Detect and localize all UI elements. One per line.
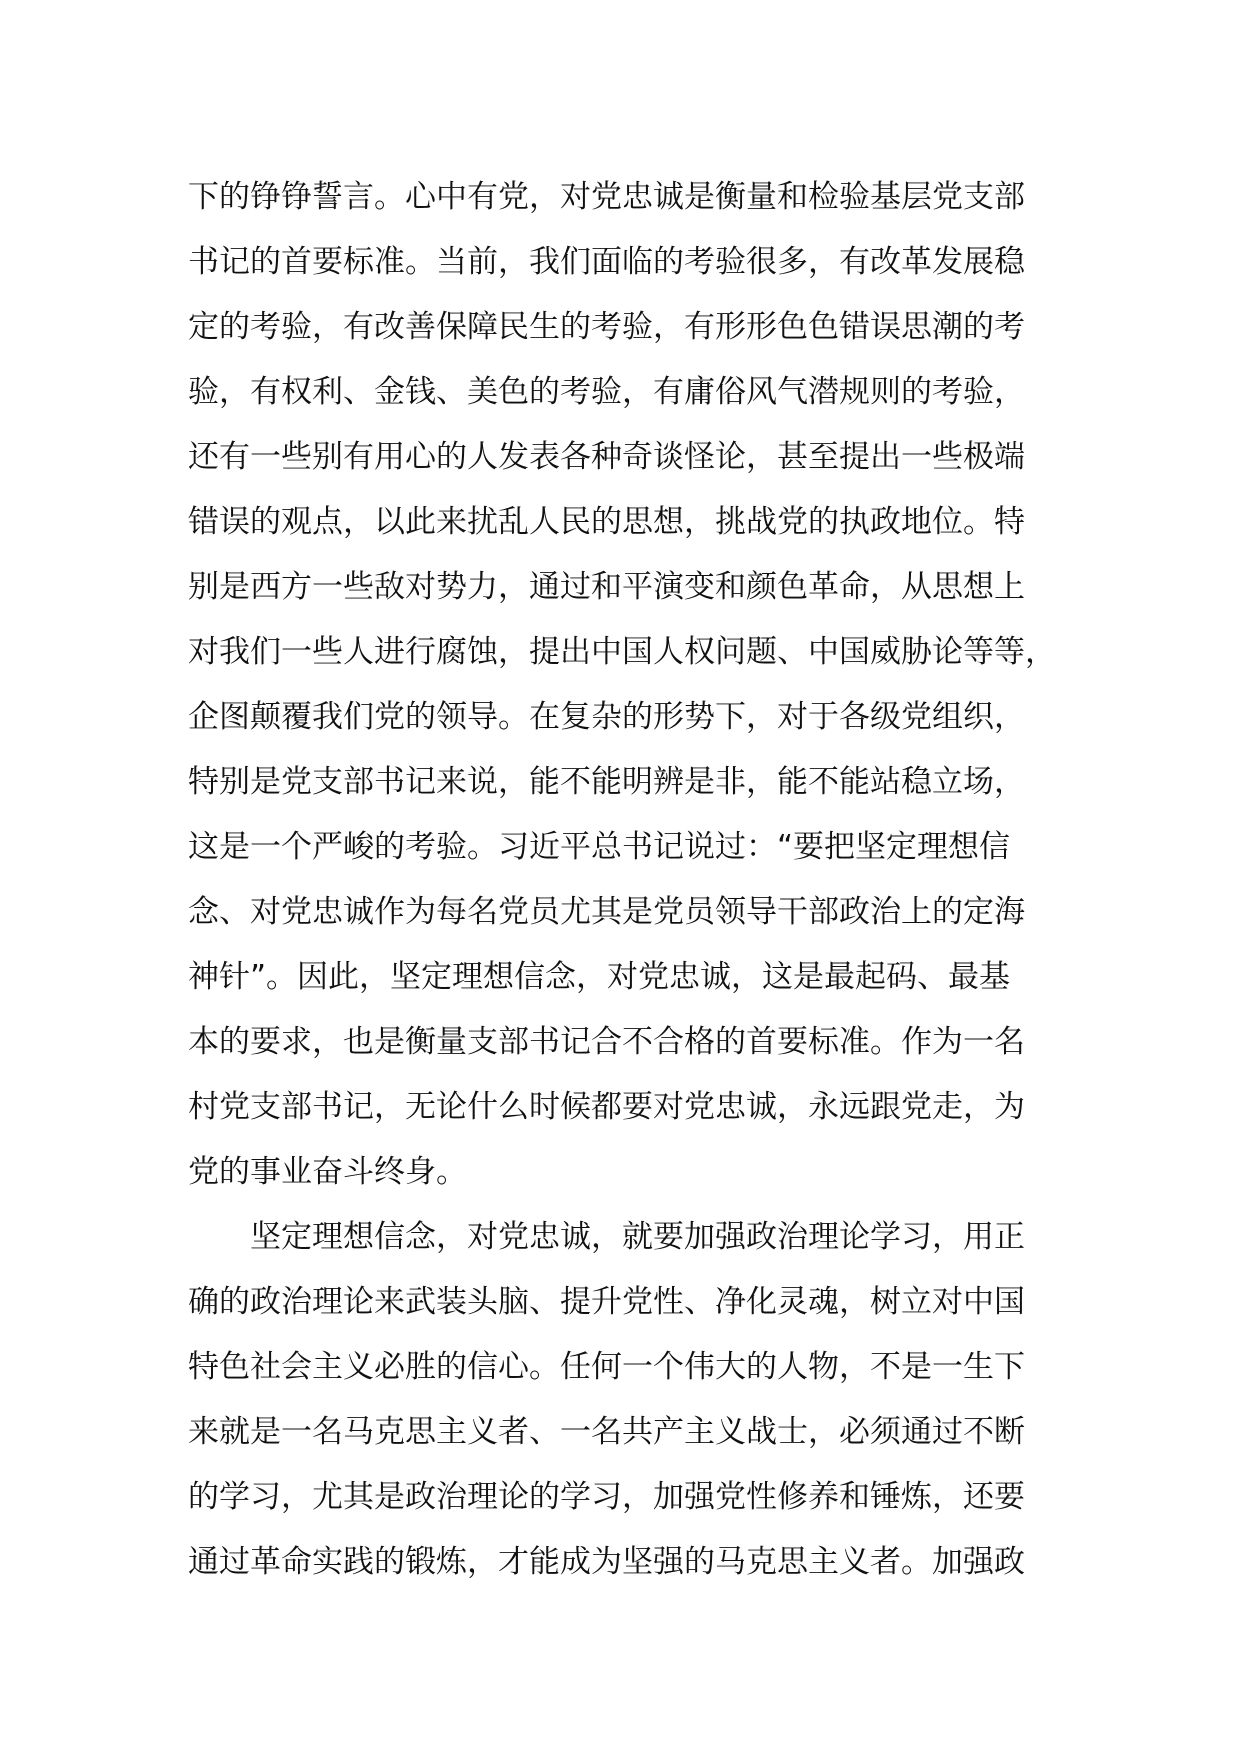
text-line: 书记的首要标准。当前，我们面临的考验很多，有改革发展稳 (188, 244, 1025, 280)
text-line: 别是西方一些敌对势力，通过和平演变和颜色革命，从思想上 (188, 569, 1025, 605)
text-line: 本的要求，也是衡量支部书记合不合格的首要标准。作为一名 (188, 1024, 1025, 1060)
text-line: 这是一个严峻的考验。习近平总书记说过：“要把坚定理想信 (188, 829, 1011, 865)
text-line: 特别是党支部书记来说，能不能明辨是非，能不能站稳立场， (188, 764, 1025, 800)
text-line: 对我们一些人进行腐蚀，提出中国人权问题、中国威胁论等等， (188, 634, 1056, 670)
text-line: 还有一些别有用心的人发表各种奇谈怪论，甚至提出一些极端 (188, 439, 1025, 475)
text-line: 确的政治理论来武装头脑、提升党性、净化灵魂，树立对中国 (188, 1284, 1025, 1320)
text-line: 来就是一名马克思主义者、一名共产主义战士，必须通过不断 (188, 1414, 1025, 1450)
text-line: 验，有权利、金钱、美色的考验，有庸俗风气潜规则的考验， (188, 374, 1025, 410)
text-line: 神针”。因此，坚定理想信念，对党忠诚，这是最起码、最基 (188, 959, 1011, 995)
text-line-paragraph-start: 坚定理想信念，对党忠诚，就要加强政治理论学习，用正 (250, 1219, 1025, 1255)
text-line: 下的铮铮誓言。心中有党，对党忠诚是衡量和检验基层党支部 (188, 179, 1025, 215)
text-line: 错误的观点，以此来扰乱人民的思想，挑战党的执政地位。特 (188, 504, 1025, 540)
text-line: 的学习，尤其是政治理论的学习，加强党性修养和锤炼，还要 (188, 1479, 1025, 1515)
text-line: 定的考验，有改善保障民生的考验，有形形色色错误思潮的考 (188, 309, 1025, 345)
text-line: 通过革命实践的锻炼，才能成为坚强的马克思主义者。加强政 (188, 1544, 1025, 1580)
text-line: 企图颠覆我们党的领导。在复杂的形势下，对于各级党组织， (188, 699, 1025, 735)
text-line: 念、对党忠诚作为每名党员尤其是党员领导干部政治上的定海 (188, 894, 1025, 930)
text-line: 特色社会主义必胜的信心。任何一个伟大的人物，不是一生下 (188, 1349, 1025, 1385)
document-body (188, 165, 1088, 1595)
text-line: 村党支部书记，无论什么时候都要对党忠诚，永远跟党走，为 (188, 1089, 1025, 1125)
text-line: 党的事业奋斗终身。 (188, 1154, 467, 1190)
